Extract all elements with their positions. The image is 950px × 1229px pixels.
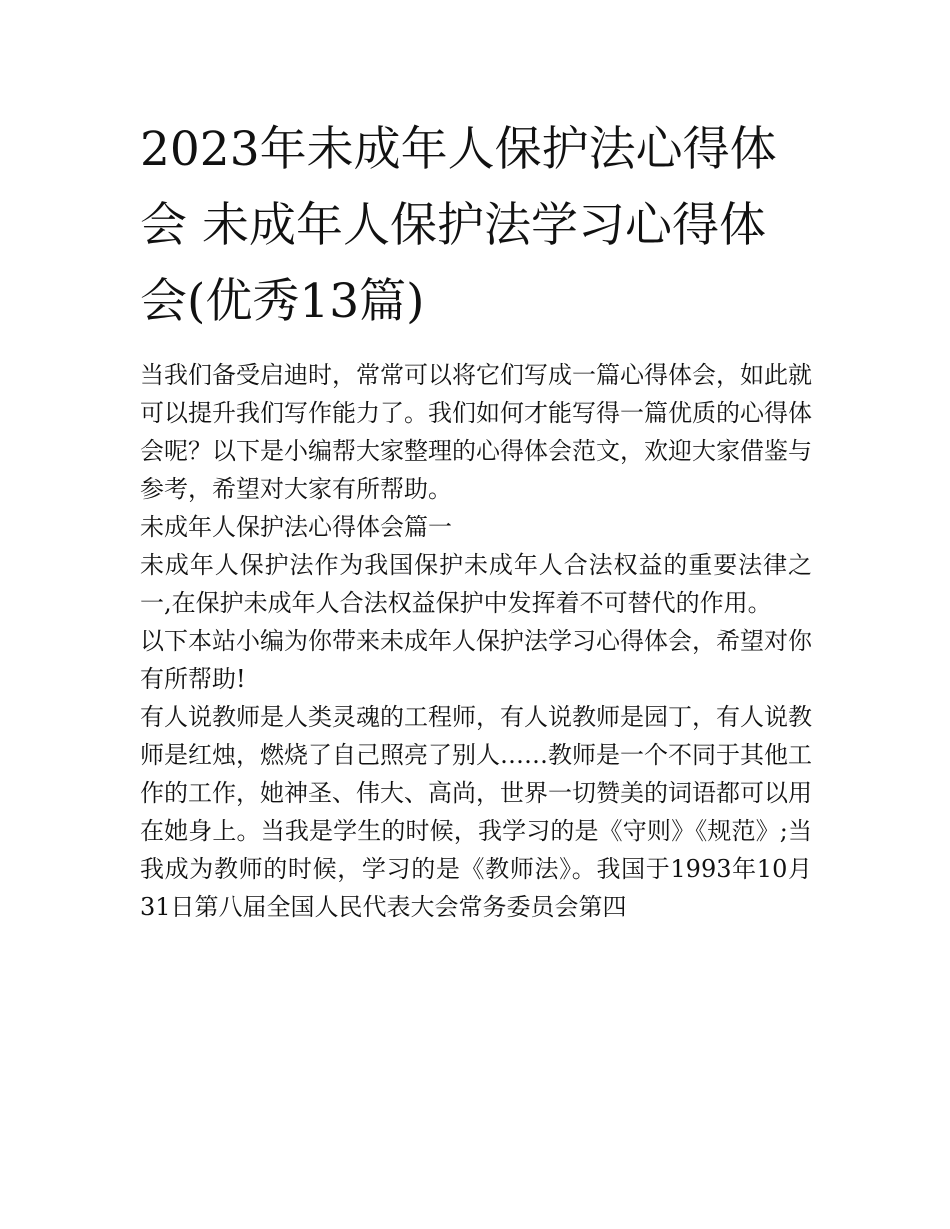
document-body	[140, 356, 812, 926]
document-page	[140, 112, 812, 926]
body-paragraph: 有人说教师是人类灵魂的工程师，有人说教师是园丁，有人说教师是红烛，燃烧了自己照亮了别人……教师是一个不同于其他工作的工作，她神圣、伟大、高尚，世界一切赞美的词语都可以用在她身上。当我是学生的时候，我学习的是《守则》《规范》;当我成为教师的时候，学习的是《教师法》。我国于1993年10月31日第八届全国人民代表大会常务委员会第四	[140, 703, 812, 921]
body-paragraph: 以下本站小编为你带来未成年人保护法学习心得体会，希望对你有所帮助!	[140, 627, 812, 693]
intro-paragraph: 当我们备受启迪时，常常可以将它们写成一篇心得体会，如此就可以提升我们写作能力了。我们如何才能写得一篇优质的心得体会呢？以下是小编帮大家整理的心得体会范文，欢迎大家借鉴与参考，希望对大家有所帮助。	[140, 361, 812, 503]
section-heading: 未成年人保护法心得体会篇一	[140, 513, 452, 541]
body-paragraph: 未成年人保护法作为我国保护未成年人合法权益的重要法律之一,在保护未成年人合法权益保护中发挥着不可替代的作用。	[140, 551, 812, 617]
document-title: 2023年未成年人保护法心得体会 未成年人保护法学习心得体会(优秀13篇)	[140, 122, 777, 329]
